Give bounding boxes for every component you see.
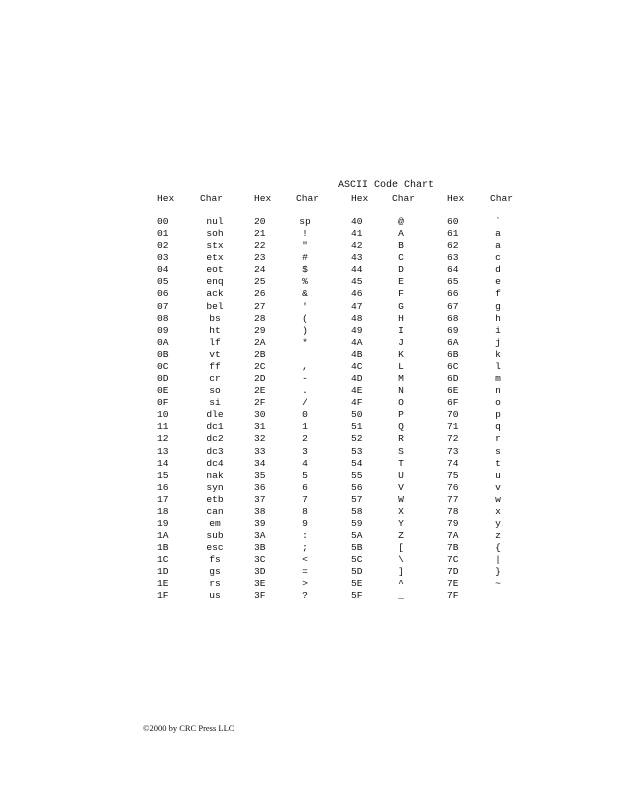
hex-cell: 06 (157, 288, 169, 300)
table-row (0, 530, 617, 542)
char-cell: 4 (302, 457, 308, 469)
hex-cell: 1C (157, 554, 169, 566)
char-cell: nak (206, 469, 224, 481)
hex-cell: 0F (157, 397, 169, 409)
table-row (0, 349, 617, 361)
hex-cell: 43 (351, 252, 363, 264)
hex-cell: 61 (447, 228, 459, 240)
hex-cell: 55 (351, 469, 363, 481)
hex-cell: 05 (157, 276, 169, 288)
char-cell: ^ (398, 578, 404, 590)
hex-cell: 76 (447, 481, 459, 493)
hex-cell: 10 (157, 409, 169, 421)
char-cell: C (398, 252, 404, 264)
header-char-3: Char (392, 193, 416, 204)
hex-cell: 66 (447, 288, 459, 300)
hex-cell: 49 (351, 324, 363, 336)
char-cell: dc2 (206, 433, 224, 445)
hex-cell: 48 (351, 312, 363, 324)
char-cell: d (495, 264, 501, 276)
char-cell: E (398, 276, 404, 288)
char-cell: # (302, 252, 308, 264)
char-cell: 1 (302, 421, 308, 433)
char-cell: 5 (302, 469, 308, 481)
char-cell: ] (398, 566, 404, 578)
char-cell: x (495, 505, 501, 517)
table-row (0, 228, 617, 240)
char-cell: si (209, 397, 221, 409)
hex-cell: 7E (447, 578, 459, 590)
char-cell: rs (209, 578, 221, 590)
char-cell: a (495, 228, 501, 240)
char-cell: ' (302, 300, 308, 312)
char-cell: l (495, 360, 501, 372)
hex-cell: 3E (254, 578, 266, 590)
hex-cell: 52 (351, 433, 363, 445)
hex-cell: 2C (254, 360, 266, 372)
hex-cell: 39 (254, 518, 266, 529)
char-cell: A (398, 228, 404, 240)
char-cell: e (495, 276, 501, 288)
char-cell: gs (209, 566, 221, 578)
hex-cell: 23 (254, 252, 266, 264)
hex-cell: 6F (447, 397, 459, 409)
char-cell: D (398, 264, 404, 276)
hex-cell: 1F (157, 590, 169, 602)
hex-cell: 35 (254, 469, 266, 481)
hex-cell: 73 (447, 445, 459, 457)
hex-cell: 62 (447, 240, 459, 252)
char-cell: u (495, 469, 501, 481)
char-cell: m (495, 373, 501, 385)
header-char-2: Char (296, 193, 320, 204)
hex-cell: 7D (447, 566, 459, 578)
hex-cell: 7F (447, 590, 459, 602)
table-row (0, 288, 617, 300)
char-cell: r (495, 433, 501, 445)
hex-cell: 4D (351, 373, 363, 385)
hex-cell: 57 (351, 493, 363, 505)
char-cell: Y (398, 518, 404, 529)
hex-cell: 6A (447, 336, 459, 348)
hex-cell: 33 (254, 445, 266, 457)
table-row (0, 252, 617, 264)
table-row (0, 264, 617, 276)
table-row (0, 421, 617, 433)
char-cell: * (302, 336, 308, 348)
hex-cell: 70 (447, 409, 459, 421)
char-cell: q (495, 421, 501, 433)
char-cell: soh (206, 228, 224, 240)
char-cell: X (398, 505, 404, 517)
hex-cell: 16 (157, 481, 169, 493)
header-hex-4: Hex (447, 193, 465, 204)
char-cell: B (398, 240, 404, 252)
char-cell: em (209, 518, 221, 529)
chart-title: ASCII Code Chart (338, 180, 435, 191)
hex-cell: 1B (157, 542, 169, 554)
char-cell: = (302, 566, 308, 578)
hex-cell: 51 (351, 421, 363, 433)
hex-cell: 0E (157, 385, 169, 397)
char-cell: 2 (302, 433, 308, 445)
hex-cell: 01 (157, 228, 169, 240)
char-cell: L (398, 360, 404, 372)
char-cell: H (398, 312, 404, 324)
hex-cell: 38 (254, 505, 266, 517)
char-cell: dc3 (206, 445, 224, 457)
hex-cell: 09 (157, 324, 169, 336)
char-cell: ! (302, 228, 308, 240)
hex-cell: 6E (447, 385, 459, 397)
table-row (0, 433, 617, 445)
table-row (0, 506, 617, 518)
char-cell: } (495, 566, 501, 578)
hex-cell: 04 (157, 264, 169, 276)
hex-cell: 32 (254, 433, 266, 445)
char-cell: z (495, 530, 501, 542)
hex-cell: 37 (254, 493, 266, 505)
hex-cell: 50 (351, 409, 363, 421)
char-cell: T (398, 457, 404, 469)
char-cell: . (302, 385, 308, 397)
table-row (0, 276, 617, 288)
table-row (0, 458, 617, 470)
char-cell: U (398, 469, 404, 481)
hex-cell: 3D (254, 566, 266, 578)
char-cell: v (495, 481, 501, 493)
char-cell: lf (209, 336, 221, 348)
hex-cell: 28 (254, 312, 266, 324)
hex-cell: 15 (157, 469, 169, 481)
char-cell: < (302, 554, 308, 566)
char-cell: R (398, 433, 404, 445)
hex-cell: 21 (254, 228, 266, 240)
char-cell: fs (209, 554, 221, 566)
table-row (0, 542, 617, 554)
table-row (0, 482, 617, 494)
hex-cell: 2A (254, 336, 266, 348)
char-cell: S (398, 445, 404, 457)
hex-cell: 0A (157, 336, 169, 348)
char-cell: 9 (302, 518, 308, 529)
hex-cell: 3A (254, 530, 266, 542)
table-row (0, 518, 617, 530)
hex-cell: 22 (254, 240, 266, 252)
char-cell: a (495, 240, 501, 252)
char-cell: w (495, 493, 501, 505)
header-char-1: Char (200, 193, 224, 204)
char-cell: c (495, 252, 501, 264)
hex-cell: 45 (351, 276, 363, 288)
char-cell: O (398, 397, 404, 409)
hex-cell: 26 (254, 288, 266, 300)
char-cell: can (206, 505, 224, 517)
hex-cell: 67 (447, 300, 459, 312)
table-row (0, 397, 617, 409)
char-cell: o (495, 397, 501, 409)
hex-cell: 2B (254, 348, 266, 360)
char-cell: 0 (302, 409, 308, 421)
hex-cell: 34 (254, 457, 266, 469)
char-cell: vt (209, 348, 221, 360)
char-cell: so (209, 385, 221, 397)
char-cell: _ (398, 590, 404, 602)
hex-cell: 6C (447, 360, 459, 372)
hex-cell: 19 (157, 518, 169, 529)
hex-cell: 0B (157, 348, 169, 360)
hex-cell: 2F (254, 397, 266, 409)
char-cell: ack (206, 288, 224, 300)
table-row (0, 470, 617, 482)
char-cell: etx (206, 252, 224, 264)
hex-cell: 7C (447, 554, 459, 566)
hex-cell: 68 (447, 312, 459, 324)
char-cell: cr (209, 373, 221, 385)
char-cell: V (398, 481, 404, 493)
char-cell: ht (209, 324, 221, 336)
hex-cell: 13 (157, 445, 169, 457)
char-cell: ( (302, 312, 308, 324)
char-cell: Z (398, 530, 404, 542)
char-cell: I (398, 324, 404, 336)
char-cell: 7 (302, 493, 308, 505)
hex-cell: 60 (447, 216, 459, 227)
hex-cell: 5E (351, 578, 363, 590)
header-hex-2: Hex (254, 193, 272, 204)
hex-cell: 3F (254, 590, 266, 602)
hex-cell: 5B (351, 542, 363, 554)
char-cell: 3 (302, 445, 308, 457)
hex-cell: 74 (447, 457, 459, 469)
char-cell: % (302, 276, 308, 288)
char-cell: / (302, 397, 308, 409)
char-cell: h (495, 312, 501, 324)
char-cell: g (495, 300, 501, 312)
char-cell: J (398, 336, 404, 348)
char-cell: bs (209, 312, 221, 324)
char-cell: P (398, 409, 404, 421)
char-cell: ? (302, 590, 308, 602)
hex-cell: 58 (351, 505, 363, 517)
hex-cell: 5A (351, 530, 363, 542)
hex-cell: 64 (447, 264, 459, 276)
header-hex-1: Hex (157, 193, 175, 204)
table-row (0, 313, 617, 325)
hex-cell: 30 (254, 409, 266, 421)
char-cell: ` (495, 216, 501, 227)
char-cell: $ (302, 264, 308, 276)
char-cell: | (495, 554, 501, 566)
char-cell: 8 (302, 505, 308, 517)
copyright-footer: ©2000 by CRC Press LLC (143, 723, 235, 733)
hex-cell: 0D (157, 373, 169, 385)
char-cell: k (495, 348, 501, 360)
hex-cell: 12 (157, 433, 169, 445)
char-cell: N (398, 385, 404, 397)
hex-cell: 29 (254, 324, 266, 336)
char-cell: \ (398, 554, 404, 566)
header-hex-3: Hex (351, 193, 369, 204)
char-cell: , (302, 360, 308, 372)
hex-cell: 42 (351, 240, 363, 252)
hex-cell: 44 (351, 264, 363, 276)
hex-cell: 31 (254, 421, 266, 433)
hex-cell: 6B (447, 348, 459, 360)
char-cell: { (495, 542, 501, 554)
table-row (0, 446, 617, 458)
char-cell: > (302, 578, 308, 590)
hex-cell: 3C (254, 554, 266, 566)
hex-cell: 46 (351, 288, 363, 300)
hex-cell: 36 (254, 481, 266, 493)
hex-cell: 14 (157, 457, 169, 469)
char-cell: W (398, 493, 404, 505)
char-cell: esc (206, 542, 224, 554)
hex-cell: 1D (157, 566, 169, 578)
char-cell: f (495, 288, 501, 300)
hex-cell: 07 (157, 300, 169, 312)
hex-cell: 7B (447, 542, 459, 554)
char-cell: " (302, 240, 308, 252)
char-cell: stx (206, 240, 224, 252)
hex-cell: 4A (351, 336, 363, 348)
char-cell: G (398, 300, 404, 312)
table-row (0, 385, 617, 397)
hex-cell: 3B (254, 542, 266, 554)
hex-cell: 4E (351, 385, 363, 397)
char-cell: ~ (495, 578, 501, 590)
char-cell: K (398, 348, 404, 360)
hex-cell: 11 (157, 421, 169, 433)
char-cell: 6 (302, 481, 308, 493)
table-row (0, 337, 617, 349)
hex-cell: 2E (254, 385, 266, 397)
hex-cell: 63 (447, 252, 459, 264)
hex-cell: 54 (351, 457, 363, 469)
hex-cell: 78 (447, 505, 459, 517)
char-cell: dc4 (206, 457, 224, 469)
hex-cell: 0C (157, 360, 169, 372)
hex-cell: 72 (447, 433, 459, 445)
char-cell: nul (206, 216, 224, 227)
table-row (0, 578, 617, 590)
hex-cell: 08 (157, 312, 169, 324)
char-cell: dle (206, 409, 224, 421)
char-cell: enq (206, 276, 224, 288)
hex-cell: 59 (351, 518, 363, 529)
hex-cell: 02 (157, 240, 169, 252)
hex-cell: 75 (447, 469, 459, 481)
hex-cell: 56 (351, 481, 363, 493)
hex-cell: 5F (351, 590, 363, 602)
char-cell: y (495, 518, 501, 529)
hex-cell: 65 (447, 276, 459, 288)
char-cell: etb (206, 493, 224, 505)
char-cell: bel (206, 300, 224, 312)
char-cell: eot (206, 264, 224, 276)
hex-cell: 71 (447, 421, 459, 433)
char-cell: dc1 (206, 421, 224, 433)
char-cell: & (302, 288, 308, 300)
hex-cell: 77 (447, 493, 459, 505)
char-cell: j (495, 336, 501, 348)
hex-cell: 25 (254, 276, 266, 288)
hex-cell: 5C (351, 554, 363, 566)
hex-cell: 17 (157, 493, 169, 505)
table-row (0, 590, 617, 602)
char-cell: @ (398, 216, 404, 227)
hex-cell: 47 (351, 300, 363, 312)
hex-cell: 18 (157, 505, 169, 517)
char-cell: [ (398, 542, 404, 554)
table-row (0, 373, 617, 385)
hex-cell: 03 (157, 252, 169, 264)
char-cell: n (495, 385, 501, 397)
char-cell: Q (398, 421, 404, 433)
hex-cell: 7A (447, 530, 459, 542)
char-cell: us (209, 590, 221, 602)
hex-cell: 4F (351, 397, 363, 409)
hex-cell: 20 (254, 216, 266, 227)
char-cell: : (302, 530, 308, 542)
hex-cell: 1E (157, 578, 169, 590)
table-header (0, 193, 617, 205)
char-cell: - (302, 373, 308, 385)
hex-cell: 4C (351, 360, 363, 372)
hex-cell: 6D (447, 373, 459, 385)
hex-cell: 41 (351, 228, 363, 240)
header-char-4: Char (490, 193, 514, 204)
hex-cell: 53 (351, 445, 363, 457)
char-cell: sp (299, 216, 311, 227)
hex-cell: 24 (254, 264, 266, 276)
char-cell: i (495, 324, 501, 336)
hex-cell: 1A (157, 530, 169, 542)
hex-cell: 27 (254, 300, 266, 312)
table-row (0, 494, 617, 506)
hex-cell: 5D (351, 566, 363, 578)
hex-cell: 2D (254, 373, 266, 385)
hex-cell: 69 (447, 324, 459, 336)
char-cell: sub (206, 530, 224, 542)
char-cell: ) (302, 324, 308, 336)
char-cell: M (398, 373, 404, 385)
char-cell: s (495, 445, 501, 457)
char-cell: syn (206, 481, 224, 493)
hex-cell: 00 (157, 216, 169, 227)
table-row (0, 325, 617, 337)
table-row (0, 361, 617, 373)
char-cell: t (495, 457, 501, 469)
hex-cell: 40 (351, 216, 363, 227)
table-row (0, 566, 617, 578)
table-row (0, 301, 617, 313)
table-row (0, 216, 617, 228)
char-cell: ff (209, 360, 221, 372)
table-row (0, 554, 617, 566)
char-cell: F (398, 288, 404, 300)
hex-cell: 79 (447, 518, 459, 529)
table-row (0, 240, 617, 252)
char-cell: p (495, 409, 501, 421)
hex-cell: 4B (351, 348, 363, 360)
char-cell: ; (302, 542, 308, 554)
table-row (0, 409, 617, 421)
